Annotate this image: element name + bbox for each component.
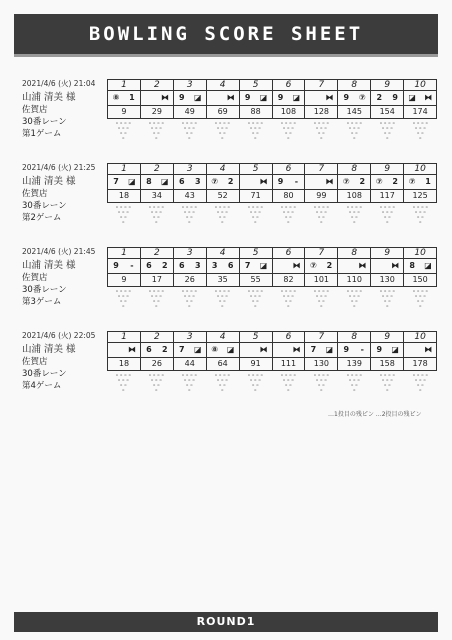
- frame-total: 82: [273, 274, 306, 286]
- player-name: 山浦 清美 様: [22, 92, 76, 103]
- pin-diagram-icon: ∘∘∘∘ ∘∘∘ ∘∘ ∘: [114, 288, 133, 310]
- lane-number: 30番レーン: [22, 369, 67, 379]
- roll-mark: [305, 175, 321, 189]
- roll-mark: ◪: [292, 93, 301, 102]
- frame-rolls: [371, 343, 404, 357]
- frame-rolls: [207, 175, 240, 189]
- pin-diagram-icon: ∘∘∘∘ ∘∘∘ ∘∘ ∘: [114, 372, 133, 394]
- frame-total: 55: [240, 274, 273, 286]
- header-bar: [14, 14, 438, 57]
- game-block: [22, 78, 442, 158]
- frame-total: 150: [412, 275, 428, 284]
- roll-mark: -: [360, 345, 364, 354]
- roll-mark: ⧓: [292, 345, 301, 354]
- lane-number: 30番レーン: [22, 117, 67, 127]
- frame-rolls: [404, 91, 436, 105]
- roll-mark: 1: [425, 177, 431, 186]
- frame-rolls: [338, 259, 371, 273]
- frame-total: 71: [240, 190, 273, 202]
- frame-number: 10: [414, 164, 426, 174]
- frame-rolls: [108, 91, 141, 105]
- lane-number: 30番レーン: [22, 285, 67, 295]
- frame-number: 8: [338, 248, 371, 258]
- pin-diagram-icon: ∘∘∘∘ ∘∘∘ ∘∘ ∘: [378, 372, 397, 394]
- game-info: [22, 162, 104, 224]
- frame-rolls: [207, 343, 240, 357]
- game-block: [22, 330, 442, 410]
- frame-total: 17: [141, 274, 174, 286]
- frame-rolls: [108, 175, 141, 189]
- player-name: 山浦 清美 様: [22, 344, 76, 355]
- roll-mark: 8: [409, 261, 415, 270]
- roll-mark: 9: [277, 177, 284, 186]
- frame-number: 4: [207, 248, 240, 258]
- roll-mark: ⧓: [259, 177, 268, 186]
- roll-mark: 7: [244, 261, 251, 270]
- roll-mark: ⑦: [375, 177, 383, 186]
- roll-mark: ⧓: [226, 93, 235, 102]
- pin-diagram-icon: ∘∘∘∘ ∘∘∘ ∘∘ ∘: [246, 288, 265, 310]
- frame-rolls: [207, 259, 240, 273]
- pin-diagram-icon: ∘∘∘∘ ∘∘∘ ∘∘ ∘: [180, 288, 199, 310]
- frame-number: 7: [305, 164, 338, 174]
- pin-diagram-row: [107, 121, 437, 141]
- frame-number: 5: [240, 332, 273, 342]
- roll-mark: [338, 259, 354, 273]
- roll-mark: 6: [179, 261, 185, 270]
- game-block: [22, 246, 442, 326]
- pin-legend: …1投目の残ピン …2投目の残ピン: [328, 411, 422, 418]
- frame-number: 1: [108, 332, 141, 342]
- frame-rolls: [108, 343, 141, 357]
- pin-diagram-icon: ∘∘∘∘ ∘∘∘ ∘∘ ∘: [279, 120, 298, 142]
- roll-mark: 3: [211, 261, 218, 270]
- frame-rolls: [240, 91, 273, 105]
- frame-total: 34: [141, 190, 174, 202]
- frame-rolls: [305, 175, 338, 189]
- frame-rolls: [305, 91, 338, 105]
- game-number: 第2ゲーム: [22, 213, 62, 223]
- rolls-row: [107, 342, 437, 358]
- frame-rolls: [174, 91, 207, 105]
- frame-total: 91: [240, 358, 273, 370]
- roll-mark: [207, 91, 223, 105]
- pin-diagram-icon: ∘∘∘∘ ∘∘∘ ∘∘ ∘: [279, 288, 298, 310]
- pin-diagram-icon: ∘∘∘∘ ∘∘∘ ∘∘ ∘: [279, 204, 298, 226]
- pin-diagram-icon: ∘∘∘∘ ∘∘∘ ∘∘ ∘: [147, 372, 166, 394]
- frame-number: 5: [240, 164, 273, 174]
- frame-total: 18: [108, 190, 141, 202]
- game-number: 第3ゲーム: [22, 297, 62, 307]
- page-title: BOWLING SCORE SHEET: [88, 23, 364, 45]
- roll-mark: ⑦: [342, 177, 350, 186]
- frame-number: 3: [174, 164, 207, 174]
- pin-diagram-row: [107, 373, 437, 393]
- frame-rolls: [273, 175, 306, 189]
- frame-header-row: [107, 331, 437, 342]
- frame-rolls: [273, 259, 306, 273]
- frame-number: 6: [273, 164, 306, 174]
- frame-total: 49: [174, 106, 207, 118]
- pin-diagram-icon: ∘∘∘∘ ∘∘∘ ∘∘ ∘: [147, 204, 166, 226]
- roll-mark: ⑧: [112, 93, 120, 102]
- frame-rolls: [338, 343, 371, 357]
- frame-header-row: [107, 163, 437, 174]
- pin-diagram-icon: ∘∘∘∘ ∘∘∘ ∘∘ ∘: [411, 204, 430, 226]
- pin-diagram-icon: ∘∘∘∘ ∘∘∘ ∘∘ ∘: [246, 120, 265, 142]
- frame-number: 7: [305, 332, 338, 342]
- lane-number: 30番レーン: [22, 201, 67, 211]
- roll-mark: 7: [179, 345, 185, 354]
- frame-number: 8: [338, 80, 371, 90]
- frame-total: 18: [108, 358, 141, 370]
- roll-mark: 3: [194, 261, 201, 270]
- roll-mark: ◪: [259, 261, 268, 270]
- frame-header-row: [107, 79, 437, 90]
- roll-mark: 2: [359, 177, 366, 186]
- frame-total: 99: [305, 190, 338, 202]
- game-info: [22, 330, 104, 392]
- game-block: [22, 162, 442, 242]
- store-name: 佐賀店: [22, 105, 48, 115]
- frame-rolls: [371, 259, 404, 273]
- frame-rolls: [273, 91, 306, 105]
- roll-mark: 9: [277, 93, 284, 102]
- frame-rolls: [338, 175, 371, 189]
- frame-number: 1: [108, 80, 141, 90]
- frame-rolls: [240, 175, 273, 189]
- pin-diagram-icon: ∘∘∘∘ ∘∘∘ ∘∘ ∘: [147, 120, 166, 142]
- score-grid: [107, 79, 437, 141]
- roll-mark: ⧓: [292, 261, 301, 270]
- roll-mark: [240, 175, 256, 189]
- frame-rolls: [404, 343, 436, 357]
- roll-mark: ⧓: [259, 345, 268, 354]
- score-grid: [107, 163, 437, 225]
- frame-rolls: [174, 259, 207, 273]
- frame-rolls: [174, 343, 207, 357]
- pin-diagram-icon: ∘∘∘∘ ∘∘∘ ∘∘ ∘: [378, 288, 397, 310]
- pin-diagram-icon: ∘∘∘∘ ∘∘∘ ∘∘ ∘: [246, 372, 265, 394]
- frame-total: 88: [240, 106, 273, 118]
- frame-total: 128: [305, 106, 338, 118]
- frame-total: 69: [207, 106, 240, 118]
- pin-diagram-icon: ∘∘∘∘ ∘∘∘ ∘∘ ∘: [345, 120, 364, 142]
- frame-number: 5: [240, 80, 273, 90]
- pin-diagram-icon: ∘∘∘∘ ∘∘∘ ∘∘ ∘: [180, 372, 199, 394]
- score-grid: [107, 331, 437, 393]
- frame-rolls: [141, 259, 174, 273]
- roll-mark: ⑦: [211, 177, 219, 186]
- roll-mark: ⑦: [358, 93, 366, 102]
- frame-number: 2: [141, 164, 174, 174]
- store-name: 佐賀店: [22, 357, 48, 367]
- store-name: 佐賀店: [22, 273, 48, 283]
- roll-mark: 2: [162, 261, 168, 270]
- frame-number: 3: [174, 80, 207, 90]
- roll-mark: 9: [392, 93, 398, 102]
- roll-mark: 6: [227, 261, 234, 270]
- roll-mark: ◪: [325, 345, 334, 354]
- frame-rolls: [108, 259, 141, 273]
- pin-diagram-icon: ∘∘∘∘ ∘∘∘ ∘∘ ∘: [411, 288, 430, 310]
- game-datetime: 2021/4/6 (火) 21:25: [22, 163, 96, 172]
- frame-total: 64: [207, 358, 240, 370]
- frame-number: 8: [338, 164, 371, 174]
- roll-mark: 7: [113, 177, 119, 186]
- frame-total: 29: [141, 106, 174, 118]
- game-number: 第1ゲーム: [22, 129, 62, 139]
- roll-mark: ⧓: [325, 93, 334, 102]
- frame-rolls: [207, 91, 240, 105]
- roll-mark: ◪: [193, 345, 202, 354]
- rolls-row: [107, 90, 437, 106]
- pin-diagram-icon: ∘∘∘∘ ∘∘∘ ∘∘ ∘: [114, 204, 133, 226]
- frame-rolls: [305, 259, 338, 273]
- pin-diagram-icon: ∘∘∘∘ ∘∘∘ ∘∘ ∘: [147, 288, 166, 310]
- pin-diagram-icon: ∘∘∘∘ ∘∘∘ ∘∘ ∘: [246, 204, 265, 226]
- frame-total: 130: [305, 358, 338, 370]
- rolls-row: [107, 174, 437, 190]
- roll-mark: 9: [244, 93, 251, 102]
- frame-total: 139: [338, 358, 371, 370]
- frame-number: 6: [273, 248, 306, 258]
- roll-mark: 3: [194, 177, 201, 186]
- frame-number: 9: [371, 164, 404, 174]
- frame-rolls: [371, 175, 404, 189]
- pin-diagram-icon: ∘∘∘∘ ∘∘∘ ∘∘ ∘: [312, 288, 331, 310]
- frame-number: 3: [174, 332, 207, 342]
- frame-total: 43: [174, 190, 207, 202]
- frame-number: 4: [207, 80, 240, 90]
- totals-row: [107, 106, 437, 119]
- roll-mark: ⑦: [408, 177, 416, 186]
- frame-number: 9: [371, 248, 404, 258]
- frame-total: 26: [141, 358, 174, 370]
- roll-mark: -: [130, 261, 134, 270]
- roll-mark: ⧓: [424, 345, 433, 354]
- frame-rolls: [305, 343, 338, 357]
- roll-mark: [404, 343, 420, 357]
- frame-rolls: [141, 343, 174, 357]
- roll-mark: ⧓: [391, 261, 400, 270]
- pin-diagram-icon: ∘∘∘∘ ∘∘∘ ∘∘ ∘: [411, 372, 430, 394]
- frame-total: 125: [412, 191, 428, 200]
- frame-number: 6: [273, 80, 306, 90]
- roll-mark: [240, 343, 256, 357]
- frame-rolls: [174, 175, 207, 189]
- roll-mark: [371, 259, 387, 273]
- frame-total: 26: [174, 274, 207, 286]
- frame-total: 117: [371, 190, 404, 202]
- pin-diagram-icon: ∘∘∘∘ ∘∘∘ ∘∘ ∘: [213, 372, 232, 394]
- frame-header-row: [107, 247, 437, 258]
- roll-mark: ◪: [226, 345, 235, 354]
- frame-number: 9: [371, 332, 404, 342]
- pin-diagram-icon: ∘∘∘∘ ∘∘∘ ∘∘ ∘: [180, 120, 199, 142]
- roll-mark: [108, 343, 124, 357]
- roll-mark: [141, 91, 157, 105]
- frame-rolls: [273, 343, 306, 357]
- roll-mark: 6: [179, 177, 185, 186]
- frame-total: 52: [207, 190, 240, 202]
- frame-total: 130: [371, 274, 404, 286]
- frame-number: 10: [414, 80, 426, 90]
- frame-total: 80: [273, 190, 306, 202]
- roll-mark: 1: [129, 93, 135, 102]
- roll-mark: ⧓: [424, 93, 433, 102]
- totals-row: [107, 358, 437, 371]
- roll-mark: -: [294, 177, 299, 186]
- frame-number: 2: [141, 80, 174, 90]
- frame-total: 108: [273, 106, 306, 118]
- roll-mark: ⑧: [211, 345, 219, 354]
- frame-rolls: [240, 259, 273, 273]
- frame-number: 3: [174, 248, 207, 258]
- pin-diagram-row: [107, 289, 437, 309]
- player-name: 山浦 清美 様: [22, 260, 76, 271]
- game-info: [22, 78, 104, 140]
- frame-total: 111: [273, 358, 306, 370]
- game-datetime: 2021/4/6 (火) 22:05: [22, 331, 96, 340]
- rolls-row: [107, 258, 437, 274]
- pin-diagram-icon: ∘∘∘∘ ∘∘∘ ∘∘ ∘: [378, 204, 397, 226]
- roll-mark: ◪: [128, 177, 136, 186]
- frame-rolls: [141, 175, 174, 189]
- store-name: 佐賀店: [22, 189, 48, 199]
- roll-mark: 2: [376, 93, 383, 102]
- roll-mark: ⧓: [358, 261, 367, 270]
- pin-diagram-icon: ∘∘∘∘ ∘∘∘ ∘∘ ∘: [345, 372, 364, 394]
- roll-mark: ⧓: [127, 345, 136, 354]
- frame-total: 158: [371, 358, 404, 370]
- roll-mark: 9: [113, 261, 119, 270]
- pin-diagram-icon: ∘∘∘∘ ∘∘∘ ∘∘ ∘: [345, 288, 364, 310]
- roll-mark: ◪: [408, 93, 416, 102]
- frame-rolls: [141, 91, 174, 105]
- roll-mark: ◪: [424, 261, 432, 270]
- roll-mark: 7: [310, 345, 317, 354]
- roll-mark: 9: [376, 345, 383, 354]
- pin-diagram-icon: ∘∘∘∘ ∘∘∘ ∘∘ ∘: [345, 204, 364, 226]
- pin-diagram-icon: ∘∘∘∘ ∘∘∘ ∘∘ ∘: [411, 120, 430, 142]
- frame-total: 44: [174, 358, 207, 370]
- pin-diagram-icon: ∘∘∘∘ ∘∘∘ ∘∘ ∘: [213, 288, 232, 310]
- frame-number: 7: [305, 248, 338, 258]
- frame-rolls: [404, 259, 436, 273]
- frame-total: 145: [338, 106, 371, 118]
- frame-number: 7: [305, 80, 338, 90]
- frame-number: 10: [414, 248, 426, 258]
- score-grid: [107, 247, 437, 309]
- frame-total: 154: [371, 106, 404, 118]
- pin-diagram-icon: ∘∘∘∘ ∘∘∘ ∘∘ ∘: [213, 120, 232, 142]
- roll-mark: 9: [343, 93, 350, 102]
- frame-total: 178: [412, 359, 428, 368]
- frame-number: 1: [108, 164, 141, 174]
- roll-mark: [305, 91, 321, 105]
- pin-diagram-icon: ∘∘∘∘ ∘∘∘ ∘∘ ∘: [378, 120, 397, 142]
- game-info: [22, 246, 104, 308]
- game-datetime: 2021/4/6 (火) 21:45: [22, 247, 96, 256]
- roll-mark: ◪: [391, 345, 399, 354]
- roll-mark: [273, 259, 289, 273]
- roll-mark: 2: [162, 345, 168, 354]
- pin-diagram-icon: ∘∘∘∘ ∘∘∘ ∘∘ ∘: [312, 120, 331, 142]
- roll-mark: ◪: [193, 93, 202, 102]
- pin-diagram-icon: ∘∘∘∘ ∘∘∘ ∘∘ ∘: [279, 372, 298, 394]
- totals-row: [107, 274, 437, 287]
- frame-rolls: [371, 91, 404, 105]
- frame-total: 9: [108, 274, 141, 286]
- frame-number: 1: [108, 248, 141, 258]
- roll-mark: 2: [326, 261, 333, 270]
- player-name: 山浦 清美 様: [22, 176, 76, 187]
- game-number: 第4ゲーム: [22, 381, 62, 391]
- frame-number: 9: [371, 80, 404, 90]
- frame-total: 101: [305, 274, 338, 286]
- frame-number: 2: [141, 248, 174, 258]
- roll-mark: 9: [179, 93, 185, 102]
- footer-bar: [14, 612, 438, 632]
- game-datetime: 2021/4/6 (火) 21:04: [22, 79, 96, 88]
- roll-mark: 6: [146, 345, 152, 354]
- roll-mark: 9: [343, 345, 350, 354]
- frame-number: 10: [414, 332, 426, 342]
- frame-number: 5: [240, 248, 273, 258]
- pin-diagram-icon: ∘∘∘∘ ∘∘∘ ∘∘ ∘: [114, 120, 133, 142]
- pin-diagram-icon: ∘∘∘∘ ∘∘∘ ∘∘ ∘: [213, 204, 232, 226]
- frame-number: 4: [207, 332, 240, 342]
- pin-diagram-icon: ∘∘∘∘ ∘∘∘ ∘∘ ∘: [180, 204, 199, 226]
- roll-mark: ⑦: [310, 261, 317, 270]
- frame-total: 108: [338, 190, 371, 202]
- pin-diagram-icon: ∘∘∘∘ ∘∘∘ ∘∘ ∘: [312, 204, 331, 226]
- roll-mark: [273, 343, 289, 357]
- brand-logo: ROUND1: [196, 615, 256, 628]
- frame-total: 35: [207, 274, 240, 286]
- roll-mark: 8: [146, 177, 152, 186]
- frame-total: 9: [108, 106, 141, 118]
- frame-rolls: [240, 343, 273, 357]
- roll-mark: ◪: [259, 93, 268, 102]
- frame-rolls: [404, 175, 436, 189]
- pin-diagram-icon: ∘∘∘∘ ∘∘∘ ∘∘ ∘: [312, 372, 331, 394]
- totals-row: [107, 190, 437, 203]
- roll-mark: 2: [392, 177, 398, 186]
- frame-total: 110: [338, 274, 371, 286]
- frame-number: 6: [273, 332, 306, 342]
- roll-mark: 2: [227, 177, 234, 186]
- frame-number: 8: [338, 332, 371, 342]
- roll-mark: ⧓: [160, 93, 169, 102]
- pin-diagram-row: [107, 205, 437, 225]
- frame-number: 2: [141, 332, 174, 342]
- frame-number: 4: [207, 164, 240, 174]
- roll-mark: ⧓: [325, 177, 334, 186]
- frame-rolls: [338, 91, 371, 105]
- roll-mark: 6: [146, 261, 152, 270]
- roll-mark: ◪: [161, 177, 169, 186]
- frame-total: 174: [412, 107, 428, 116]
